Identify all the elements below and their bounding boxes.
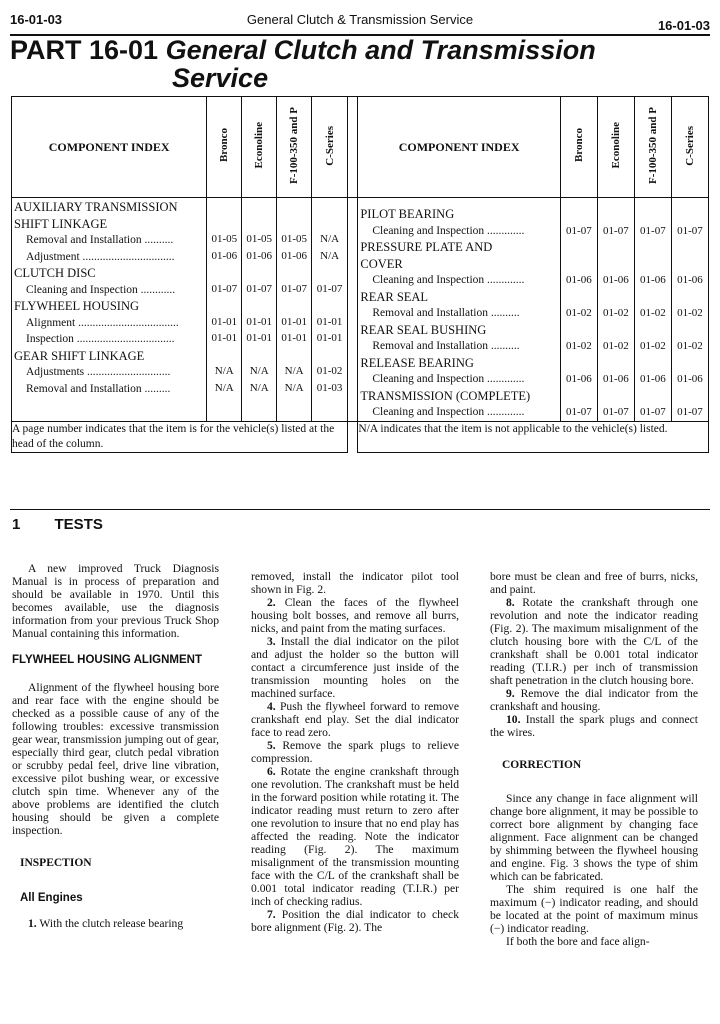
index-entry: Cleaning and Inspection ............. [372,373,525,385]
index-category: REAR SEAL BUSHING [360,322,487,337]
page-ref: 01-07 [677,406,703,418]
page-ref [242,215,276,232]
step-number: 9. [506,687,515,700]
column-econoline-right [597,97,634,198]
index-category: PRESSURE PLATE AND [360,240,493,254]
page-ref [672,322,708,339]
step-text: Rotate the engine crankshaft through one revolution. The crankshaft must be held in the forward position while rotating it. The indicator reading must return to zero after one revolution to insure that no end play has affected the reading. Note the indicator reading (Fig. 2). The maximum misalignment of the transmission mounting face with the C/L of the crankshaft shall be 0.001 total indicator reading (T.I.R.) per inch of checking radius. [251,765,459,908]
page-ref: 01-06 [211,249,238,262]
index-category: PILOT BEARING [360,207,455,221]
page-ref: 01-02 [640,340,666,352]
page-ref: 01-07 [246,282,273,295]
page-ref: 01-02 [566,307,592,319]
column-label: F-100-350 and P [646,107,659,184]
column-bronco-left [207,97,242,198]
page-ref: 01-06 [246,249,273,262]
page-ref [598,355,634,372]
step-number: 4. [267,700,276,713]
page-ref: N/A [320,249,340,262]
step-6 [251,765,459,908]
page-ref [561,256,597,273]
column-label: Bronco [218,128,231,163]
index-entry: Cleaning and Inspection ............. [372,406,525,418]
section-number: 1 [12,516,21,533]
subheading: INSPECTION [20,857,92,869]
index-category: REAR SEAL [360,289,429,304]
page-ref: N/A [214,365,234,377]
page-ref: 01-01 [281,332,307,344]
page-ref [598,322,634,339]
page-ref: 01-07 [281,282,307,295]
index-entry: Removal and Installation .......... [26,234,174,246]
column-bronco-right [560,97,597,198]
page-ref [242,198,276,215]
page-ref [672,388,708,405]
index-category: CLUTCH DISC [14,266,96,280]
paragraph: Since any change in face alignment will change bore alignment, it may be possible to correct bore alignment by changing face alignment. Face alignment can be changed by shimming between the flywheel housing and engine. Fig. 3 shows the type of shim which can be fabricated. [490,792,698,883]
component-index-table [11,96,709,453]
index-category: FLYWHEEL HOUSING [14,299,140,313]
page-ref: 01-02 [677,307,703,319]
index-entry: Alignment ................................... [26,316,179,329]
paragraph: Alignment of the flywheel housing bore and rear face with the engine should be checked as a possible cause of any of the following troubles: excessive transmission gear wear, transmission jumping out of gear, especially third gear, clutch pedal vibration or scrubby pedal feel, drive line vibration, excessive pilot bushing wear, or excessive clutch spin time. Whenever any of the above problems are identified the clutch housing should be given a complete inspection. [12,681,219,837]
column-heading-left: COMPONENT INDEX [12,97,207,198]
page-ref: 01-01 [246,332,273,344]
title-line-1: General Clutch and Transmission [165,35,596,65]
page-ref: 01-01 [211,315,238,328]
column-label: Econoline [609,122,622,169]
page-ref [672,289,708,306]
page-ref [277,264,311,281]
page-ref [672,239,708,256]
subheading: All Engines [20,892,83,904]
page-ref: 01-06 [640,373,666,385]
spacer-cell [348,198,358,422]
step-number: 8. [506,596,515,609]
step-text: Position the dial indicator to check bore alignment (Fig. 2). The [251,908,459,934]
step-text: Remove the dial indicator from the crankshaft and housing. [490,687,698,713]
page-ref: N/A [284,365,304,377]
index-entry: Cleaning and Inspection ............. [372,224,525,237]
page-ref: 01-07 [640,224,666,237]
page-ref: 01-07 [211,282,238,295]
page-ref [561,289,597,306]
index-category: GEAR SHIFT LINKAGE [14,348,145,363]
page-ref: 01-01 [316,332,343,344]
footnote-left: A page number indicates that the item is for the vehicle(s) listed at the head of the column. [12,421,348,452]
step-4 [251,700,459,739]
step-5 [251,739,459,765]
page-ref [635,256,671,273]
page-ref: N/A [284,381,304,394]
index-category: SHIFT LINKAGE [14,216,108,231]
page-ref: 01-07 [316,282,343,295]
left-pages-cseries [312,198,348,422]
left-pages-bronco [207,198,242,422]
right-labels [358,198,561,422]
title-line-2: Service [172,63,269,93]
page-ref: 01-02 [566,340,592,352]
page-ref [312,215,347,232]
page-ref [277,215,311,232]
page-ref: N/A [249,381,269,394]
step-1 [12,917,219,930]
page-ref: 01-03 [316,381,343,394]
page-ref [207,198,241,215]
subheading: FLYWHEEL HOUSING ALIGNMENT [12,654,202,666]
column-label: C-Series [323,125,336,166]
page-ref [277,198,311,215]
table-body-row [12,198,709,422]
column-label: C-Series [683,125,696,166]
column-f100-right [634,97,671,198]
page-ref [561,239,597,256]
index-entry: Removal and Installation ......... [26,382,171,395]
page-ref: 01-02 [640,307,666,319]
page-ref: 01-06 [677,274,703,286]
page-ref [635,388,671,405]
page-ref [598,256,634,273]
page-ref: 01-06 [566,373,592,385]
page-ref [635,322,671,339]
page-ref: 01-06 [281,249,307,262]
page-ref: 01-02 [677,340,703,352]
step-text: Install the spark plugs and connect the wires. [490,713,698,739]
step-text: Install the dial indicator on the pilot and adjust the holder so the button will contact a circumference just inside of the transmission mounting holes on the machined surface. [251,635,459,700]
page-ref [635,289,671,306]
page-ref [207,264,241,281]
page-ref: 01-07 [603,224,629,237]
page-ref: 01-01 [211,332,238,344]
page-ref [598,289,634,306]
page-ref: 01-01 [246,315,273,328]
page-ref: 01-06 [603,274,629,286]
page-ref [207,347,241,364]
section-rule [10,509,710,510]
column-heading-right: COMPONENT INDEX [358,97,561,198]
page-ref [242,347,276,364]
step-number: 2. [267,596,276,609]
page-ref [277,347,311,364]
page-ref [312,198,347,215]
page-ref: N/A [320,233,340,245]
page-ref [635,206,671,223]
page-ref [561,322,597,339]
step-number: 10. [506,713,521,726]
column-f100-left [277,97,312,198]
right-pages-econoline [597,198,634,422]
header-page-left: 16-01-03 [10,12,63,27]
index-entry: Cleaning and Inspection ............ [26,283,176,296]
index-category: RELEASE BEARING [360,355,474,370]
part-number: PART 16-01 [10,35,159,65]
left-pages-f100 [277,198,312,422]
step-text: Rotate the crankshaft through one revolution and note the indicator reading (Fig. 2). The maximum misalignment of the clutch housing bore with the C/L of the crankshaft shall be 0.001 total indicator reading (T.I.R.) per inch of transmission shaft penetration in the clutch housing bore. [490,596,698,687]
step-number: 6. [267,765,276,778]
page-ref [207,215,241,232]
page-ref: 01-05 [211,233,238,245]
step-2 [251,596,459,635]
page-ref [598,388,634,405]
paragraph: bore must be clean and free of burrs, nicks, and paint. [490,570,698,596]
step-text: With the clutch release bearing [39,917,184,930]
section-heading [12,516,103,533]
paragraph: If both the bore and face align- [506,935,650,948]
page-ref [207,297,241,314]
section-title: TESTS [54,516,103,533]
page-ref: 01-07 [603,406,629,418]
page-ref: N/A [214,381,234,394]
page-ref [242,297,276,314]
text-column-2 [251,570,459,934]
page-ref [312,347,347,364]
subheading: CORRECTION [502,759,582,771]
step-number: 5. [267,739,276,752]
page-ref: 01-01 [281,315,307,328]
page-ref [635,355,671,372]
header-page-right: 16-01-03 [657,18,710,33]
index-entry: Inspection .................................. [26,333,175,345]
page-ref [561,206,597,223]
index-entry: Adjustments ............................. [26,366,171,378]
page-ref: N/A [249,365,269,377]
page-ref: 01-06 [603,373,629,385]
spacer-column [348,97,358,198]
column-label: Bronco [572,128,585,163]
spacer-cell [348,421,358,452]
step-3 [251,635,459,700]
page-ref [635,239,671,256]
right-pages-cseries [671,198,708,422]
page-ref [277,297,311,314]
index-entry: Cleaning and Inspection ............. [372,274,525,286]
table-footnote-row [12,421,709,452]
column-cseries-right [671,97,708,198]
page-ref [598,206,634,223]
page-ref [672,256,708,273]
page-ref: 01-05 [281,233,307,245]
table-header-row [12,97,709,198]
running-header [10,8,710,33]
step-text: Push the flywheel forward to remove crankshaft end play. Set the dial indicator face to read zero. [251,700,460,739]
step-number: 3. [267,635,276,648]
page-ref: 01-07 [677,224,703,237]
column-cseries-left [312,97,348,198]
step-8 [490,596,698,687]
page-ref: 01-06 [566,274,592,286]
page-ref: 01-02 [316,365,343,377]
page-ref [561,355,597,372]
page-title [10,36,710,92]
page-ref [672,206,708,223]
left-labels [12,198,207,422]
page-ref: 01-06 [677,373,703,385]
step-9 [490,687,698,713]
column-label: Econoline [253,122,266,169]
page-ref: 01-07 [566,406,592,418]
page-ref: 01-02 [603,340,629,352]
paragraph: removed, install the indicator pilot tool shown in Fig. 2. [251,570,459,596]
right-pages-bronco [560,198,597,422]
column-label: F-100-350 and P [288,107,301,184]
page-ref [598,239,634,256]
page-ref [312,264,347,281]
footnote-right: N/A indicates that the item is not applicable to the vehicle(s) listed. [358,421,709,452]
page-ref [672,355,708,372]
step-number: 1. [28,917,37,930]
left-pages-econoline [242,198,277,422]
page-ref [561,388,597,405]
page-ref [242,264,276,281]
page-ref: 01-07 [640,406,666,418]
page-ref: 01-07 [566,224,592,237]
index-category: COVER [360,256,403,271]
index-entry: Removal and Installation .......... [372,340,520,352]
page-ref: 01-01 [316,315,343,328]
page-ref: 01-05 [246,233,273,245]
step-text: Clean the faces of the flywheel housing bolt bosses, and remove all burrs, nicks, and paint from the mating surfaces. [251,596,459,635]
index-category: AUXILIARY TRANSMISSION [14,200,178,214]
right-pages-f100 [634,198,671,422]
index-entry: Adjustment ................................ [26,250,175,263]
paragraph: The shim required is one half the maximum (−) indicator reading, and should be located at the point of maximum minus (−) indicator reading. [490,883,698,935]
step-10 [490,713,698,739]
page-ref [312,297,347,314]
index-category: TRANSMISSION (COMPLETE) [360,388,531,403]
header-title: General Clutch & Transmission Service [246,12,474,27]
page-ref: 01-06 [640,274,666,286]
step-7 [251,908,459,934]
paragraph: A new improved Truck Diagnosis Manual is in process of preparation and should be available in 1970. Until this becomes available, use the diagnosis information from your previous Truck Shop Manual containing this information. [12,562,219,640]
page-ref: 01-02 [603,307,629,319]
step-number: 7. [267,908,276,921]
column-econoline-left [242,97,277,198]
index-entry: Removal and Installation .......... [372,307,520,319]
text-column-1 [12,562,219,930]
text-column-3 [490,570,698,948]
step-text: Remove the spark plugs to relieve compression. [251,739,459,765]
